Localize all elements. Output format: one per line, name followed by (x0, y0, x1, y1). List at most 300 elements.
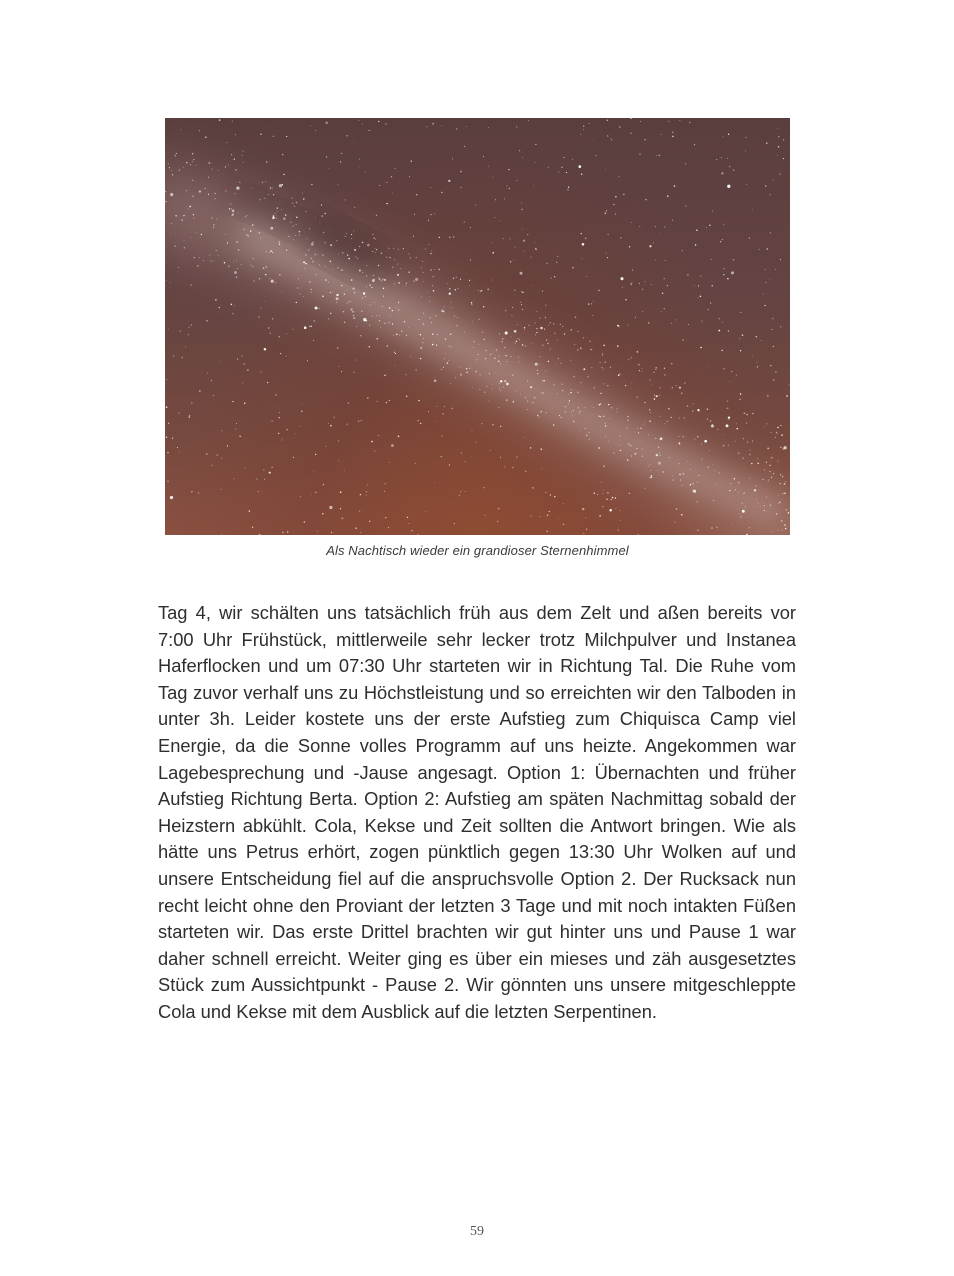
star (653, 242, 654, 243)
star (432, 344, 434, 346)
star (580, 233, 581, 234)
star (423, 281, 424, 282)
star (609, 509, 612, 512)
star (771, 531, 772, 532)
star (483, 487, 484, 488)
star (187, 209, 188, 210)
star (659, 395, 660, 396)
star (503, 387, 504, 388)
body-paragraph: Tag 4, wir schälten uns tatsächlich früh aus dem Zelt und aßen bereits vor 7:00 Uhr Frühstück, mittlerweile sehr lecker trotz Milchpulver und Instanea Haferflocken und um 07:30 Uhr starteten wir in Richtung Tal. Die Ruhe vom Tag zuvor verhalf uns zu Höchstleistung und so erreichten wir den Talboden in unter 3h. Leider kostete uns der erste Aufstieg zum Chiquisca Camp viel Energie, da die Sonne volles Programm auf uns heizte. Angekommen war Lagebesprechung und -Jause angesagt. Option 1: Übernachten und früher Aufstieg Richtung Berta. Option 2: Aufstieg am späten Nachmittag sobald der Heizstern abkühlt. Cola, Kekse und Zeit sollten die Antwort bringen. Wie als hätte uns Petrus erhört, zogen pünktlich gegen 13:30 Uhr Wolken auf und unsere Entscheidung fiel auf die anspruchsvolle Option 2. Der Rucksack nun recht leicht ohne den Proviant der letzten 3 Tage und mit noch intakten Füßen starteten wir. Das erste Drittel brachten wir gut hinter uns und Pause 1 war daher schnell erreicht. Weiter ging es über ein mieses und zäh ausgesetztes Stück zum Aussichtpunkt - Pause 2. Wir gönnten uns unsere mitgeschleppte Cola und Kekse mit dem Ausblick auf die letzten Serpentinen. (158, 602, 796, 1022)
star (783, 139, 784, 140)
star (620, 520, 621, 521)
star (554, 276, 555, 277)
star (545, 304, 546, 305)
star (356, 326, 357, 327)
star (592, 414, 593, 415)
star (726, 408, 727, 409)
star (615, 213, 616, 214)
star (251, 188, 252, 189)
star (282, 532, 283, 533)
star (341, 285, 342, 286)
star (701, 459, 702, 460)
star (375, 239, 376, 240)
star (272, 187, 273, 188)
star (295, 433, 296, 434)
star (591, 349, 592, 350)
star (435, 269, 436, 270)
star (570, 392, 571, 393)
star (560, 363, 561, 364)
star (441, 192, 442, 193)
star (639, 154, 640, 155)
star (589, 438, 590, 439)
star (359, 167, 360, 168)
star (333, 269, 334, 270)
star (418, 420, 419, 421)
star (311, 289, 312, 290)
star (562, 384, 563, 385)
star (193, 214, 194, 215)
star (599, 515, 601, 517)
star (611, 139, 612, 140)
star (571, 389, 572, 390)
star (408, 327, 409, 328)
star (479, 374, 480, 375)
star (540, 411, 542, 413)
star (629, 493, 630, 494)
star (545, 492, 546, 493)
star (225, 166, 226, 167)
page-number: 59 (470, 1224, 484, 1239)
star (504, 466, 505, 467)
star (279, 274, 281, 276)
star (376, 249, 377, 250)
star (366, 265, 367, 266)
star (583, 533, 584, 534)
star (234, 271, 237, 274)
star (583, 129, 584, 130)
star (430, 301, 431, 302)
star (340, 161, 341, 162)
star (770, 505, 771, 506)
star (336, 297, 339, 300)
star (525, 397, 526, 398)
star (232, 313, 233, 314)
star (775, 269, 776, 270)
star (593, 407, 594, 408)
star (305, 211, 306, 212)
star (300, 294, 301, 295)
star (707, 419, 708, 420)
star (484, 515, 485, 516)
star (766, 424, 767, 425)
star (282, 184, 283, 185)
star (459, 367, 460, 368)
star (209, 162, 210, 163)
star (481, 423, 482, 424)
star (359, 269, 361, 271)
star (572, 267, 573, 268)
star (241, 155, 242, 156)
star (727, 185, 730, 188)
star (237, 359, 238, 360)
star (212, 168, 213, 169)
star (360, 494, 362, 496)
star (347, 289, 348, 290)
star (246, 215, 247, 216)
star (304, 326, 307, 329)
star (730, 381, 731, 382)
star (679, 417, 680, 418)
star (685, 163, 686, 164)
star (199, 130, 200, 131)
star (292, 203, 293, 204)
star (457, 317, 458, 318)
star (220, 489, 221, 490)
star (323, 232, 324, 233)
star (765, 269, 766, 270)
star (630, 133, 631, 134)
star (689, 122, 690, 123)
star (309, 281, 310, 282)
star (684, 473, 685, 474)
star (785, 528, 786, 529)
star (568, 394, 569, 395)
star (399, 335, 400, 336)
star (756, 485, 757, 486)
star (488, 127, 489, 128)
star (369, 130, 370, 131)
star (371, 441, 373, 443)
star (178, 267, 179, 268)
star (317, 530, 318, 531)
star (166, 379, 167, 380)
star (427, 291, 428, 292)
star (672, 136, 674, 138)
star (366, 491, 367, 492)
star (353, 288, 355, 290)
star (311, 292, 312, 293)
star (234, 478, 235, 479)
star (260, 199, 261, 200)
star (684, 417, 685, 418)
star (738, 482, 740, 484)
star (631, 357, 632, 358)
star (656, 454, 658, 456)
star (296, 202, 297, 203)
star (562, 326, 563, 327)
star (623, 194, 624, 195)
star (366, 275, 367, 276)
star (367, 244, 369, 246)
star (278, 336, 280, 338)
star (708, 309, 709, 310)
star (679, 442, 680, 443)
star (567, 189, 568, 190)
star (662, 293, 663, 294)
star (447, 283, 448, 284)
star (648, 322, 649, 323)
star (476, 442, 477, 443)
star (341, 269, 343, 271)
star (176, 153, 177, 154)
star (660, 416, 661, 417)
star (416, 194, 417, 195)
star (406, 283, 407, 284)
star (779, 483, 780, 484)
star (536, 328, 538, 330)
star (353, 317, 355, 319)
star (731, 371, 732, 372)
star (664, 374, 666, 376)
star (460, 374, 462, 376)
star (199, 390, 200, 391)
star (357, 258, 358, 259)
star (517, 180, 518, 181)
star (415, 278, 418, 281)
star (644, 402, 645, 403)
star (638, 364, 639, 365)
star (362, 272, 363, 273)
star (212, 218, 213, 219)
star (739, 338, 740, 339)
star (757, 366, 758, 367)
star (655, 260, 656, 261)
star (500, 426, 501, 427)
star (519, 150, 520, 151)
star (740, 516, 742, 518)
star (783, 158, 784, 159)
star (598, 290, 600, 292)
star (520, 394, 521, 395)
star (696, 501, 697, 502)
star (564, 333, 565, 334)
star (671, 363, 672, 364)
star (777, 427, 778, 428)
star (782, 493, 783, 494)
star (560, 324, 561, 325)
star (518, 338, 519, 339)
star (325, 279, 327, 281)
star (184, 240, 185, 241)
star (700, 276, 701, 277)
star (384, 323, 385, 324)
star (426, 126, 427, 127)
star (757, 458, 758, 459)
star (211, 163, 212, 164)
star (213, 395, 214, 396)
star (676, 385, 677, 386)
star (579, 413, 580, 414)
star (488, 166, 489, 167)
star (573, 376, 574, 377)
star (627, 416, 629, 418)
star (680, 480, 681, 481)
star (186, 190, 187, 191)
star (516, 456, 517, 457)
star (742, 334, 744, 336)
star (679, 120, 680, 121)
star (180, 129, 181, 130)
star (506, 383, 509, 386)
star (355, 360, 356, 361)
star (648, 466, 649, 467)
star (642, 289, 643, 290)
star (307, 239, 308, 240)
star (238, 212, 239, 213)
star (170, 193, 173, 196)
star (779, 173, 781, 175)
star (627, 428, 628, 429)
star (479, 344, 480, 345)
star (495, 372, 496, 373)
star (650, 464, 651, 465)
star (393, 248, 394, 249)
star (494, 357, 495, 358)
star (375, 252, 376, 253)
star (172, 174, 173, 175)
star (379, 320, 380, 321)
star (605, 425, 606, 426)
star (270, 250, 272, 252)
star (540, 327, 543, 330)
star (338, 184, 339, 185)
star (302, 193, 303, 194)
star (420, 423, 421, 424)
star (557, 340, 558, 341)
star (293, 225, 294, 226)
star (439, 237, 440, 238)
star (547, 343, 548, 344)
star (483, 339, 484, 340)
star (657, 470, 658, 471)
star (437, 334, 438, 335)
star (672, 476, 673, 477)
star (414, 214, 415, 215)
star (328, 282, 329, 283)
star (649, 379, 650, 380)
star (744, 492, 745, 493)
star (415, 463, 416, 464)
star (522, 157, 523, 158)
star (610, 138, 611, 139)
star (258, 491, 259, 492)
star (369, 521, 370, 522)
star (516, 341, 517, 342)
star (280, 353, 281, 354)
star (585, 428, 586, 429)
star (395, 168, 396, 169)
star (466, 126, 467, 127)
star (585, 517, 586, 518)
star (729, 490, 730, 491)
star (769, 465, 770, 466)
star (558, 518, 559, 519)
star (266, 181, 267, 182)
star (367, 397, 369, 399)
star (268, 327, 269, 328)
star (214, 198, 215, 199)
star (361, 420, 362, 421)
star (561, 417, 562, 418)
star (522, 309, 523, 310)
star (382, 279, 383, 280)
star (515, 342, 516, 343)
star (166, 280, 167, 281)
star (293, 457, 294, 458)
star (243, 363, 244, 364)
star (338, 440, 339, 441)
star (635, 317, 636, 318)
star (483, 306, 484, 307)
star (659, 233, 660, 234)
star (630, 283, 632, 285)
star (294, 206, 295, 207)
star (522, 344, 524, 346)
star (690, 469, 691, 470)
star (362, 123, 363, 124)
star (377, 401, 378, 402)
star (656, 367, 657, 368)
star (763, 294, 764, 295)
star (171, 170, 172, 171)
star (404, 321, 406, 323)
star (658, 462, 661, 465)
star (378, 265, 379, 266)
star (617, 345, 618, 346)
star (746, 423, 747, 424)
star (488, 401, 489, 402)
star (566, 172, 567, 173)
star (425, 511, 426, 512)
star (216, 219, 217, 220)
star (369, 346, 370, 347)
star (236, 186, 239, 189)
star (388, 322, 389, 323)
star (347, 302, 348, 303)
star (314, 320, 315, 321)
star (693, 403, 694, 404)
star (521, 291, 522, 292)
star (423, 323, 424, 324)
star (726, 424, 729, 427)
star (461, 187, 462, 188)
star (672, 479, 673, 480)
star (313, 471, 314, 472)
star (247, 369, 249, 371)
star (312, 261, 314, 263)
star (325, 122, 327, 124)
star (554, 496, 555, 497)
star (711, 259, 712, 260)
star (209, 255, 210, 256)
star (409, 176, 410, 177)
star (196, 232, 197, 233)
star (505, 332, 508, 335)
star (165, 201, 166, 202)
star (694, 144, 695, 145)
star (515, 247, 516, 248)
star (773, 180, 774, 181)
star (736, 424, 737, 425)
star (389, 400, 390, 401)
star (389, 257, 390, 258)
star (242, 151, 243, 152)
star (241, 264, 242, 265)
star (537, 415, 538, 416)
star (311, 184, 312, 185)
star (655, 369, 656, 370)
